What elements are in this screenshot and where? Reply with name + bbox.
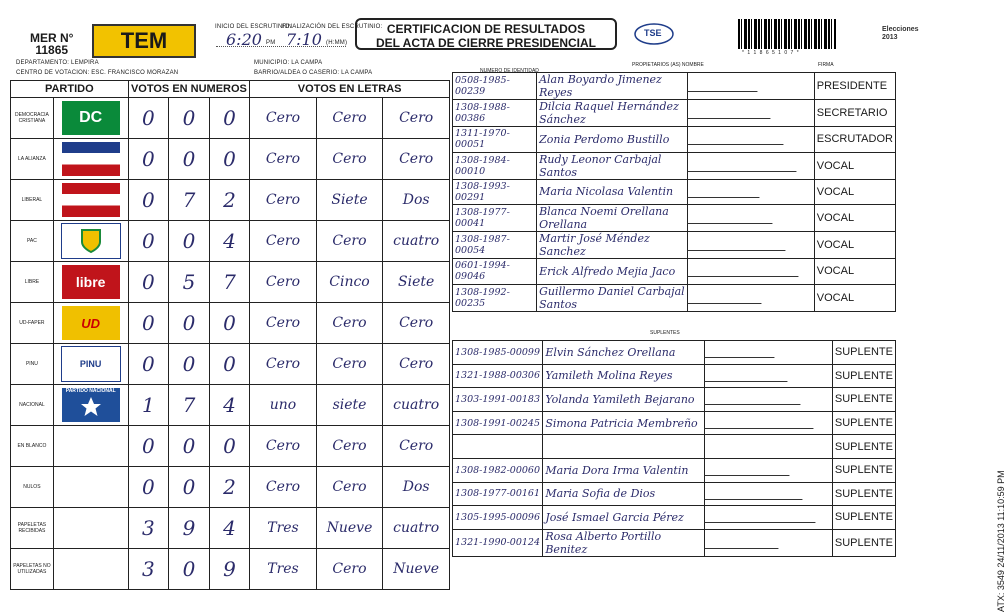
member-signature <box>704 341 832 365</box>
member-signature <box>688 152 815 179</box>
signature-scribble <box>704 414 818 429</box>
vote-word: Nueve <box>383 549 450 590</box>
tse-logo <box>634 22 674 46</box>
title-line-2: DEL ACTA DE CIERRE PRESIDENCIAL <box>375 36 597 50</box>
member-row <box>453 411 896 435</box>
member-name: Zonia Perdomo Bustillo <box>537 127 688 153</box>
member-role: VOCAL <box>814 179 895 205</box>
party-logo-box: libre <box>62 265 120 299</box>
party-name: EN BLANCO <box>11 426 54 467</box>
member-name: Rudy Leonor Carbajal Santos <box>537 152 688 179</box>
member-name: Maria Sofia de Dios <box>543 482 705 506</box>
vote-digit: 5 <box>169 262 210 303</box>
vote-digit: 0 <box>128 344 169 385</box>
party-logo <box>53 344 128 385</box>
party-name: LIBRE <box>11 262 54 303</box>
member-signature <box>688 73 815 100</box>
results-row <box>11 467 450 508</box>
vote-word: Cero <box>250 467 316 508</box>
vote-word: uno <box>250 385 316 426</box>
col-partido: PARTIDO <box>11 81 129 98</box>
results-row <box>11 385 450 426</box>
signature-scribble <box>687 289 766 304</box>
party-name: DEMOCRACIA CRISTIANA <box>11 98 54 139</box>
member-id: 1308-1987-00054 <box>453 232 537 259</box>
member-name: Elvin Sánchez Orellana <box>543 341 705 365</box>
member-role: ESCRUTADOR <box>814 127 895 153</box>
party-logo <box>53 426 128 467</box>
member-id: 1308-1984-00010 <box>453 152 537 179</box>
vote-digit: 0 <box>209 344 250 385</box>
vote-word: Cero <box>250 139 316 180</box>
member-row <box>453 284 896 311</box>
vote-word: cuatro <box>383 385 450 426</box>
vote-digit: 2 <box>209 180 250 221</box>
side-stamp: ATX: 3549 24/11/2013 11:10:59 PM <box>996 470 1006 612</box>
party-name: UD-FAPER <box>11 303 54 344</box>
title-line-1: CERTIFICACION DE RESULTADOS <box>386 22 586 36</box>
member-signature <box>688 284 815 311</box>
tse-logo-text: TSE <box>644 28 662 38</box>
vote-word: Cero <box>316 467 383 508</box>
vote-word: Cero <box>250 98 316 139</box>
party-logo-box <box>62 183 120 217</box>
member-id: 1303-1991-00183 <box>453 388 543 412</box>
results-row <box>11 139 450 180</box>
member-id: 1321-1990-00124 <box>453 529 543 556</box>
member-row <box>453 458 896 482</box>
vote-digit: 0 <box>128 303 169 344</box>
member-signature <box>704 435 832 459</box>
member-row <box>453 232 896 259</box>
party-logo-box: DC <box>62 101 120 135</box>
vote-word: cuatro <box>383 508 450 549</box>
member-id: 1308-1991-00245 <box>453 411 543 435</box>
inicio-time: 6:20 <box>226 30 262 49</box>
member-signature <box>688 127 815 153</box>
star-icon <box>80 396 102 418</box>
vote-digit: 0 <box>209 426 250 467</box>
member-role: SECRETARIO <box>814 100 895 127</box>
member-row <box>453 127 896 153</box>
pm-label: PM <box>266 40 276 46</box>
vote-word: Cinco <box>316 262 383 303</box>
member-signature <box>688 100 815 127</box>
signature-scribble <box>687 77 762 92</box>
results-row <box>11 508 450 549</box>
party-name: PAPELETAS NO UTILIZADAS <box>11 549 54 590</box>
vote-digit: 9 <box>169 508 210 549</box>
member-name: Simona Patricia Membreño <box>543 411 705 435</box>
vote-digit: 0 <box>128 467 169 508</box>
results-row <box>11 426 450 467</box>
vote-digit: 0 <box>169 426 210 467</box>
member-name <box>543 435 705 459</box>
member-id: 0601-1994-09046 <box>453 259 537 285</box>
propietarios-body <box>453 73 896 312</box>
member-signature <box>704 364 832 388</box>
member-id: 1308-1977-00161 <box>453 482 543 506</box>
party-name: LA ALIANZA <box>11 139 54 180</box>
member-role: SUPLENTE <box>832 482 895 506</box>
party-name: PAC <box>11 221 54 262</box>
suplentes-label: SUPLENTES <box>650 330 680 336</box>
signature-scribble <box>704 390 805 405</box>
elecciones-logo: Elecciones 2013 <box>882 26 919 41</box>
vote-word: Cero <box>250 221 316 262</box>
col-votos-letras: VOTOS EN LETRAS <box>250 81 450 98</box>
member-id: 1308-1992-00235 <box>453 284 537 311</box>
fin-time: 7:10 <box>286 30 322 49</box>
suplentes-body <box>453 341 896 557</box>
member-name: Guillermo Daniel Carbajal Santos <box>537 284 688 311</box>
col-propietarios: PROPIETARIOS (AS) NOMBRE <box>632 62 704 68</box>
member-name: Blanca Noemi Orellana Orellana <box>537 205 688 232</box>
member-row <box>453 482 896 506</box>
member-id: 1311-1970-00051 <box>453 127 537 153</box>
vote-digit: 7 <box>209 262 250 303</box>
vote-word: Cero <box>383 344 450 385</box>
member-signature <box>704 482 832 506</box>
party-name: NACIONAL <box>11 385 54 426</box>
party-logo-box <box>62 142 120 176</box>
member-role: VOCAL <box>814 152 895 179</box>
member-row <box>453 179 896 205</box>
pac-shield-icon <box>80 228 102 254</box>
party-logo <box>53 303 128 344</box>
municipio: MUNICIPIO: LA CAMPA <box>254 60 323 66</box>
member-signature <box>704 411 832 435</box>
vote-digit: 0 <box>209 139 250 180</box>
member-signature <box>704 506 832 530</box>
member-id: 1308-1985-00099 <box>453 341 543 365</box>
vote-digit: 4 <box>209 385 250 426</box>
member-name: Erick Alfredo Mejia Jaco <box>537 259 688 285</box>
departamento: DEPARTAMENTO: LEMPIRA <box>16 60 99 66</box>
vote-word: siete <box>316 385 383 426</box>
vote-digit: 0 <box>169 344 210 385</box>
signature-scribble <box>704 534 783 549</box>
member-role: SUPLENTE <box>832 341 895 365</box>
vote-digit: 0 <box>169 467 210 508</box>
member-signature <box>688 205 815 232</box>
nacional-label: PARTIDO NACIONAL <box>65 388 116 394</box>
member-signature <box>688 179 815 205</box>
party-logo <box>53 262 128 303</box>
signature-scribble <box>704 508 820 523</box>
signature-scribble <box>687 130 788 145</box>
member-row <box>453 205 896 232</box>
signature-scribble <box>687 236 790 251</box>
results-row <box>11 221 450 262</box>
signature-scribble <box>704 367 792 382</box>
vote-word: Nueve <box>316 508 383 549</box>
party-name: LIBERAL <box>11 180 54 221</box>
member-signature <box>704 529 832 556</box>
vote-word: Cero <box>383 98 450 139</box>
member-role: VOCAL <box>814 232 895 259</box>
signature-scribble <box>704 461 794 476</box>
vote-digit: 0 <box>169 98 210 139</box>
member-row <box>453 506 896 530</box>
vote-digit: 0 <box>169 221 210 262</box>
vote-digit: 0 <box>128 98 169 139</box>
party-name: PAPELETAS RECIBIDAS <box>11 508 54 549</box>
vote-word: Cero <box>316 98 383 139</box>
member-signature <box>688 259 815 285</box>
results-row <box>11 303 450 344</box>
member-role: SUPLENTE <box>832 364 895 388</box>
vote-word: Cero <box>250 303 316 344</box>
vote-word: Cero <box>250 180 316 221</box>
vote-digit: 0 <box>209 303 250 344</box>
member-name: Rosa Alberto Portillo Benitez <box>543 529 705 556</box>
party-logo <box>53 98 128 139</box>
results-row <box>11 344 450 385</box>
member-signature <box>704 458 832 482</box>
vote-digit: 7 <box>169 385 210 426</box>
member-signature <box>704 388 832 412</box>
barrio-aldea: BARRIO/ALDEA O CASERIO: LA CAMPA <box>254 70 373 76</box>
vote-digit: 0 <box>128 262 169 303</box>
member-role: SUPLENTE <box>832 529 895 556</box>
member-id <box>453 435 543 459</box>
member-row <box>453 364 896 388</box>
member-id: 1308-1993-00291 <box>453 179 537 205</box>
signature-scribble <box>704 343 779 358</box>
member-row <box>453 435 896 459</box>
vote-digit: 1 <box>128 385 169 426</box>
vote-word: Cero <box>250 262 316 303</box>
results-row <box>11 262 450 303</box>
party-logo <box>53 467 128 508</box>
member-role: SUPLENTE <box>832 506 895 530</box>
signature-scribble <box>687 262 803 277</box>
results-row <box>11 180 450 221</box>
results-body <box>11 98 450 590</box>
signature-scribble <box>687 157 801 172</box>
member-role: SUPLENTE <box>832 458 895 482</box>
signature-scribble <box>704 485 807 500</box>
party-logo-box <box>61 223 121 259</box>
mer-label <box>30 32 73 56</box>
party-logo <box>53 508 128 549</box>
member-role: SUPLENTE <box>832 388 895 412</box>
member-name: José Ismael Garcia Pérez <box>543 506 705 530</box>
member-role: VOCAL <box>814 284 895 311</box>
vote-word: Dos <box>383 467 450 508</box>
party-logo <box>53 180 128 221</box>
vote-word: Tres <box>250 508 316 549</box>
member-role: SUPLENTE <box>832 411 895 435</box>
member-id: 1308-1988-00386 <box>453 100 537 127</box>
vote-digit: 0 <box>169 139 210 180</box>
member-row <box>453 100 896 127</box>
party-name: NULOS <box>11 467 54 508</box>
member-name: Yolanda Yamileth Bejarano <box>543 388 705 412</box>
member-row <box>453 259 896 285</box>
signature-scribble <box>687 104 775 119</box>
member-name: Yamileth Molina Reyes <box>543 364 705 388</box>
vote-digit: 3 <box>128 549 169 590</box>
propietarios-table <box>452 72 896 312</box>
vote-digit: 0 <box>128 426 169 467</box>
centro-votacion: CENTRO DE VOTACION: ESC. FRANCISCO MORAZAN <box>16 70 179 76</box>
tem-badge: TEM <box>92 24 196 58</box>
member-id: 1305-1995-00096 <box>453 506 543 530</box>
vote-digit: 2 <box>209 467 250 508</box>
vote-digit: 3 <box>128 508 169 549</box>
vote-digit: 0 <box>169 549 210 590</box>
mer-number: 11865 <box>35 43 69 57</box>
vote-word: Cero <box>316 139 383 180</box>
member-row <box>453 152 896 179</box>
vote-word: Tres <box>250 549 316 590</box>
vote-digit: 9 <box>209 549 250 590</box>
party-logo-box: PINU <box>61 346 121 382</box>
party-logo <box>53 385 128 426</box>
fin-suffix: (H:MM) <box>326 40 348 46</box>
barcode <box>738 19 836 49</box>
member-signature <box>688 232 815 259</box>
vote-word: Dos <box>383 180 450 221</box>
vote-word: Cero <box>383 139 450 180</box>
vote-digit: 0 <box>128 139 169 180</box>
member-row <box>453 73 896 100</box>
party-logo <box>53 139 128 180</box>
inicio-label: INICIO DEL ESCRUTINIO: <box>215 24 292 30</box>
member-role: PRESIDENTE <box>814 73 895 100</box>
vote-word: Cero <box>316 221 383 262</box>
member-id: 1308-1977-00041 <box>453 205 537 232</box>
party-logo <box>53 549 128 590</box>
vote-digit: 4 <box>209 221 250 262</box>
vote-word: Cero <box>316 549 383 590</box>
results-row <box>11 549 450 590</box>
vote-digit: 0 <box>128 180 169 221</box>
vote-word: Siete <box>316 180 383 221</box>
vote-word: cuatro <box>383 221 450 262</box>
member-name: Dilcia Raquel Hernández Sánchez <box>537 100 688 127</box>
member-id: 0508-1985-00239 <box>453 73 537 100</box>
suplentes-table <box>452 340 896 557</box>
col-firma: FIRMA <box>818 62 834 68</box>
col-votos-numeros: VOTOS EN NUMEROS <box>128 81 250 98</box>
member-role: VOCAL <box>814 205 895 232</box>
vote-word: Cero <box>316 344 383 385</box>
results-row <box>11 98 450 139</box>
member-name: Alan Boyardo Jimenez Reyes <box>537 73 688 100</box>
vote-word: Cero <box>316 426 383 467</box>
results-table <box>10 80 450 590</box>
party-name: PINU <box>11 344 54 385</box>
member-row <box>453 341 896 365</box>
member-name: Martir José Méndez Sanchez <box>537 232 688 259</box>
vote-digit: 7 <box>169 180 210 221</box>
member-row <box>453 529 896 556</box>
member-name: Maria Dora Irma Valentin <box>543 458 705 482</box>
vote-word: Cero <box>250 426 316 467</box>
vote-digit: 4 <box>209 508 250 549</box>
member-id: 1308-1982-00060 <box>453 458 543 482</box>
vote-digit: 0 <box>169 303 210 344</box>
barcode-text: * 1 1 8 6 5 1 0 7 * <box>742 50 800 56</box>
signature-scribble <box>687 183 764 198</box>
member-role: SUPLENTE <box>832 435 895 459</box>
party-logo <box>53 221 128 262</box>
vote-digit: 0 <box>128 221 169 262</box>
vote-digit: 0 <box>209 98 250 139</box>
time-underline <box>216 46 346 48</box>
vote-word: Cero <box>316 303 383 344</box>
party-logo-box: UD <box>62 306 120 340</box>
certificate-title <box>355 18 617 50</box>
signature-scribble <box>687 209 777 224</box>
member-name: Maria Nicolasa Valentin <box>537 179 688 205</box>
vote-word: Siete <box>383 262 450 303</box>
mer-label-text: MER N° <box>30 31 74 45</box>
member-row <box>453 388 896 412</box>
vote-word: Cero <box>250 344 316 385</box>
member-role: VOCAL <box>814 259 895 285</box>
member-id: 1321-1988-00306 <box>453 364 543 388</box>
vote-word: Cero <box>383 303 450 344</box>
fin-label: FINALIZACIÓN DEL ESCRUTINIO: <box>282 24 383 30</box>
vote-word: Cero <box>383 426 450 467</box>
party-logo-box <box>62 388 120 422</box>
col-identidad: NUMERO DE IDENTIDAD <box>480 68 539 74</box>
